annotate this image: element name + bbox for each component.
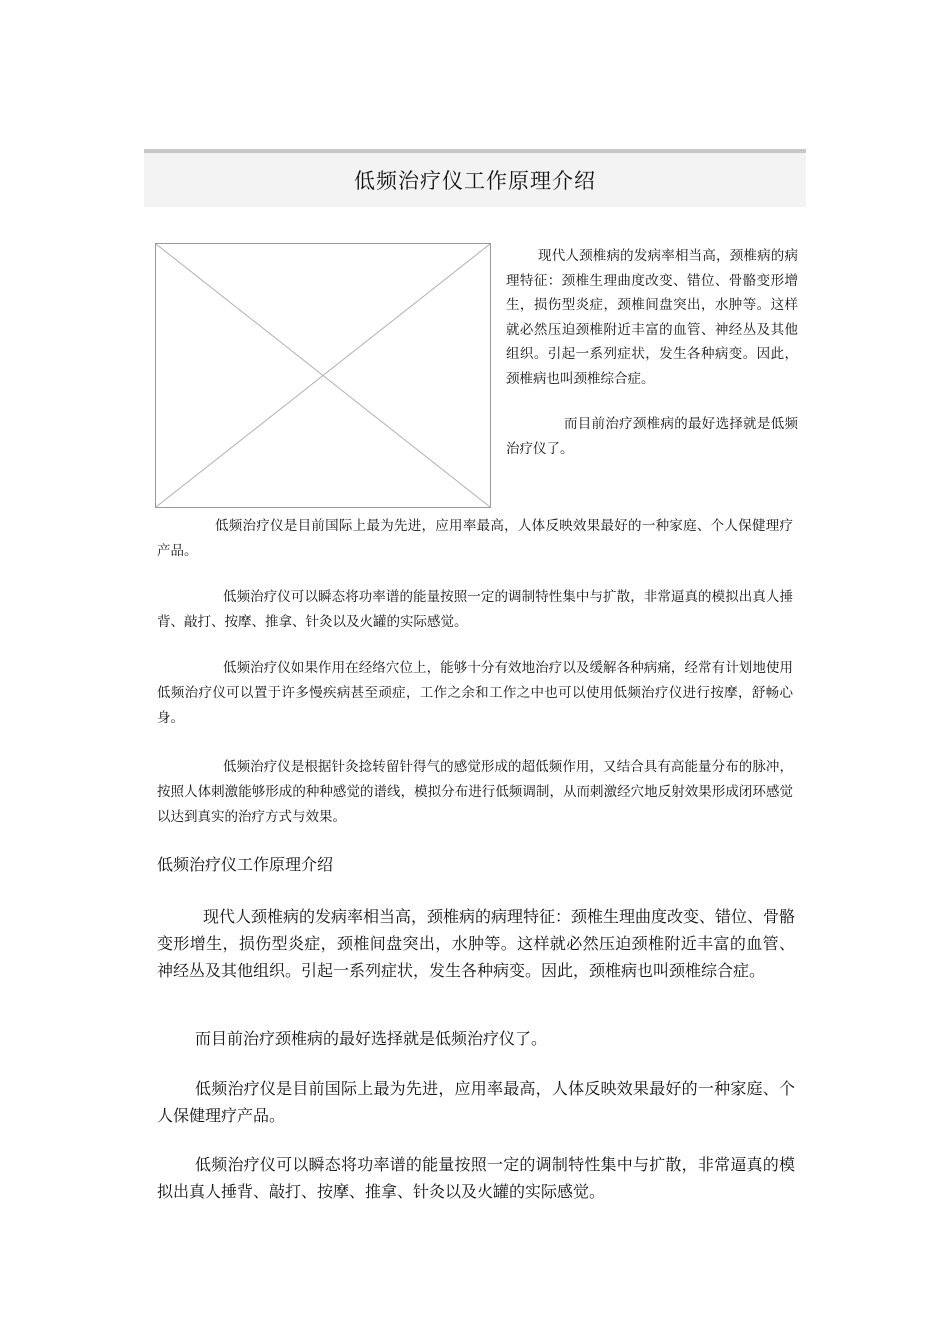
paragraph-block [157, 903, 795, 984]
body-paragraph: 而目前治疗颈椎病的最好选择就是低频治疗仪了。 [195, 1029, 548, 1048]
section-heading: 低频治疗仪工作原理介绍 [157, 855, 334, 874]
body-paragraph: 低频治疗仪可以瞬态将功率谱的能量按照一定的调制特性集中与扩散，非常逼真的模拟出真人捶背、敲打、按摩、推拿、针灸以及火罐的实际感觉。 [157, 1155, 795, 1201]
body-paragraph: 低频治疗仪可以瞬态将功率谱的能量按照一定的调制特性集中与扩散，非常逼真的模拟出真人捶背、敲打、按摩、推拿、针灸以及火罐的实际感觉。 [157, 589, 793, 630]
title-banner [144, 149, 806, 207]
intro-paragraph: 而目前治疗颈椎病的最好选择就是低频治疗仪了。 [506, 416, 798, 457]
paragraph-block [157, 585, 793, 635]
page-title: 低频治疗仪工作原理介绍 [354, 169, 596, 193]
paragraph-block [157, 1151, 795, 1205]
paragraph-block [157, 514, 793, 564]
paragraph-block [157, 1075, 795, 1129]
intro-paragraph: 现代人颈椎病的发病率相当高，颈椎病的病理特征：颈椎生理曲度改变、错位、骨骼变形增生，损伤型炎症，颈椎间盘突出，水肿等。这样就必然压迫颈椎附近丰富的血管、神经丛及其他组织。引起一系列症状，发生各种病变。因此，颈椎病也叫颈椎综合症。 [506, 248, 798, 387]
body-paragraph: 低频治疗仪是目前国际上最为先进，应用率最高，人体反映效果最好的一种家庭、个人保健理疗产品。 [157, 1079, 795, 1125]
paragraph-block [157, 1025, 795, 1052]
broken-image-icon [156, 244, 490, 507]
image-placeholder [155, 243, 491, 508]
body-paragraph: 低频治疗仪是目前国际上最为先进，应用率最高，人体反映效果最好的一种家庭、个人保健理疗产品。 [157, 518, 793, 559]
intro-side-text [506, 244, 798, 461]
paragraph-block [157, 656, 793, 731]
body-paragraph: 低频治疗仪是根据针灸捻转留针得气的感觉形成的超低频作用，又结合具有高能量分布的脉冲，按照人体刺激能够形成的种种感觉的谱线，模拟分布进行低频调制，从而刺激经穴地反射效果形成闭环感觉以达到真实的治疗方式与效果。 [157, 759, 793, 825]
body-paragraph: 现代人颈椎病的发病率相当高，颈椎病的病理特征：颈椎生理曲度改变、错位、骨骼变形增生，损伤型炎症，颈椎间盘突出，水肿等。这样就必然压迫颈椎附近丰富的血管、神经丛及其他组织。引起一系列症状，发生各种病变。因此，颈椎病也叫颈椎综合症。 [157, 907, 796, 980]
paragraph-block [157, 755, 793, 830]
body-paragraph: 低频治疗仪如果作用在经络穴位上，能够十分有效地治疗以及缓解各种病痛，经常有计划地使用低频治疗仪可以置于许多慢疾病甚至顽症，工作之余和工作之中也可以使用低频治疗仪进行按摩，舒畅心身。 [157, 660, 793, 726]
